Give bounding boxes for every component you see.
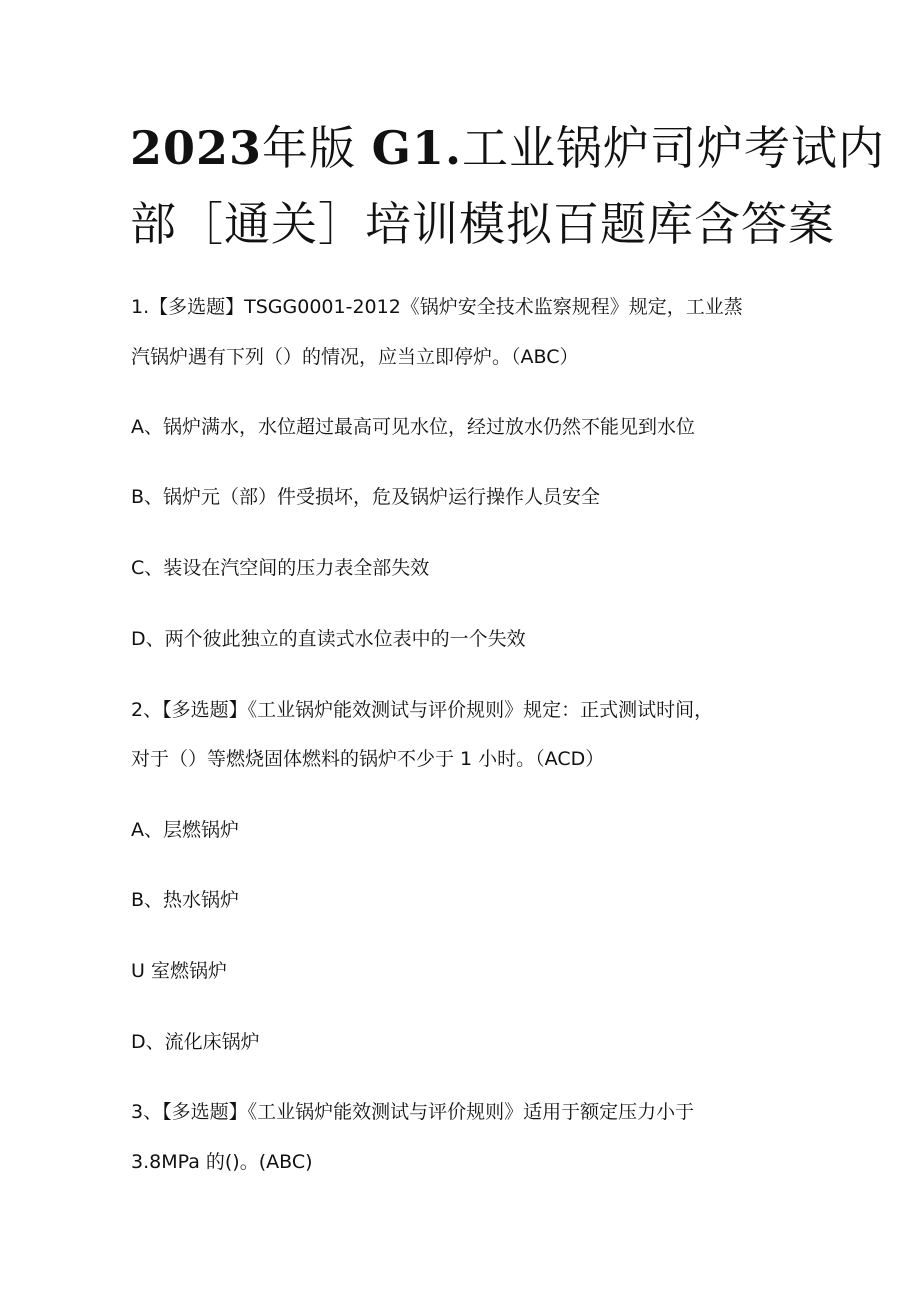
question-2-stem-line-2: 对于（）等燃烧固体燃料的锅炉不少于 1 小时。（ACD） <box>131 748 605 770</box>
title-line-2: 部［通关］培训模拟百题库含答案 <box>130 197 835 251</box>
question-3-stem-line-2: 3.8MPa 的()。(ABC) <box>131 1151 313 1173</box>
title-edition: 年版 <box>262 121 357 175</box>
question-1-stem-line-1: 1.【多选题】TSGG0001-2012《锅炉安全技术监察规程》规定，工业蒸 <box>131 296 743 318</box>
question-3-stem-line-1: 3、【多选题】《工业锅炉能效测试与评价规则》适用于额定压力小于 <box>131 1101 695 1123</box>
question-2-option-c: U 室燃锅炉 <box>131 960 227 982</box>
title-line-1 <box>130 118 885 178</box>
question-2-option-b: B、热水锅炉 <box>131 889 240 911</box>
question-2-option-d: D、流化床锅炉 <box>131 1031 260 1053</box>
question-2-stem-line-1: 2、【多选题】《工业锅炉能效测试与评价规则》规定：正式测试时间， <box>131 699 714 721</box>
question-1-option-c: C、装设在汽空间的压力表全部失效 <box>131 557 430 579</box>
title-year: 2023 <box>130 121 263 175</box>
question-1-option-a: A、锅炉满水，水位超过最高可见水位，经过放水仍然不能见到水位 <box>131 416 695 438</box>
question-1-option-d: D、两个彼此独立的直读式水位表中的一个失效 <box>131 628 526 650</box>
title-code: G1. <box>371 121 462 175</box>
title-subject: 工业锅炉司炉考试内 <box>461 121 885 175</box>
question-1-option-b: B、锅炉元（部）件受损坏，危及锅炉运行操作人员安全 <box>131 486 601 508</box>
question-2-option-a: A、层燃锅炉 <box>131 819 239 841</box>
question-1-stem-line-2: 汽锅炉遇有下列（）的情况，应当立即停炉。（ABC） <box>131 346 579 368</box>
